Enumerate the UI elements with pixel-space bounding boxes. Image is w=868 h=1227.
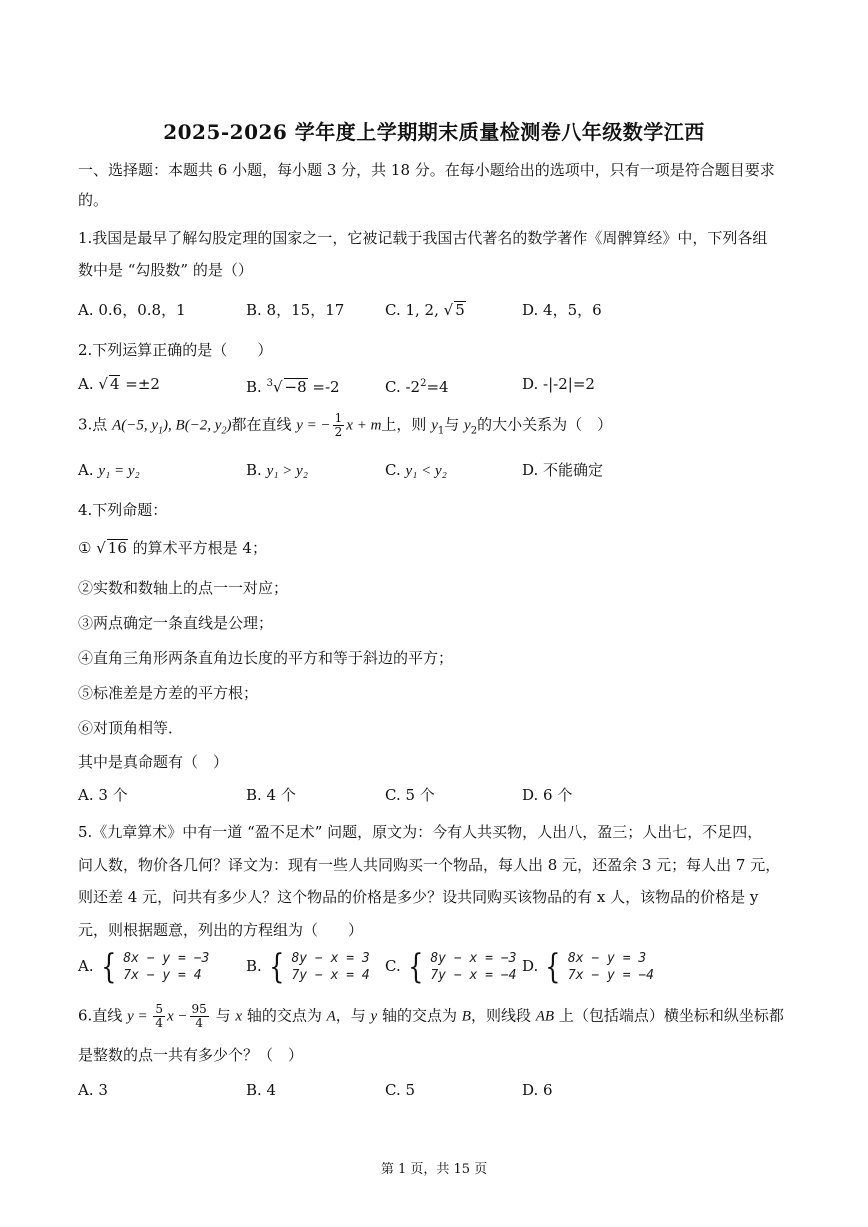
q6-stem: 6.直线 y = $\frac{5}{4}$ x − $\frac{95}{4}$ 与 x 轴的交点为 A，与 y 轴的交点为 B，则线段 AB 上（包括端点）横坐标和纵坐标都 bbox=[78, 1002, 784, 1030]
q5-option-b: B. { 8y − x = 3 7y − x = 4 bbox=[246, 947, 370, 987]
section-heading-cont: 的。 bbox=[78, 191, 109, 209]
section-heading: 一、选择题：本题共 6 小题，每小题 3 分，共 18 分。在每小题给出的选项中，只有一项是符合题目要求 bbox=[78, 161, 775, 179]
q1-option-b: B. 8，15，17 bbox=[246, 301, 345, 319]
q5-option-c: C. { 8y − x = −3 7y − x = −4 bbox=[385, 947, 517, 987]
q1-stem: 1.我国是最早了解勾股定理的国家之一，它被记载于我国古代著名的数学著作《周髀算经》中，下列各组 bbox=[78, 229, 768, 247]
q4-stem: 4.下列命题： bbox=[78, 501, 168, 519]
q2-option-b: B. $^3$√ −8 =-2 bbox=[246, 378, 340, 396]
q5-options bbox=[78, 947, 778, 990]
q5-option-d: D. { 8x − y = 3 7x − y = −4 bbox=[522, 947, 654, 987]
q1-stem-cont: 数中是 “勾股数” 的是（） bbox=[78, 261, 253, 279]
q6-option-d: D. 6 bbox=[522, 1081, 553, 1099]
q4-item-4: ④直角三角形两条直角边长度的平方和等于斜边的平方； bbox=[78, 649, 454, 667]
q1-option-c: C. 1, 2, √ 5 bbox=[385, 301, 465, 319]
q4-option-d: D. 6 个 bbox=[522, 786, 573, 804]
q5-stem-cont-1: 问人数，物价各几何？译文为：现有一些人共同购买一个物品，每人出 8 元，还盈余 3 元；每人出 7 元， bbox=[78, 856, 781, 874]
q4-item-2: ②实数和数轴上的点一一对应； bbox=[78, 579, 289, 597]
q4-question: 其中是真命题有（ ） bbox=[78, 753, 229, 771]
q3-option-d: D. 不能确定 bbox=[522, 461, 604, 479]
q6-option-b: B. 4 bbox=[246, 1081, 277, 1099]
q3-option-a: A. y₁ = y₂ bbox=[78, 461, 140, 479]
q2-option-d: D. -|-2|=2 bbox=[522, 375, 595, 393]
q4-item-1: ① √ 16 的算术平方根是 4； bbox=[78, 539, 267, 557]
page-footer: 第 1 页，共 15 页 bbox=[380, 1162, 488, 1177]
page-title: 2025-2026 学年度上学期期末质量检测卷八年级数学江西 bbox=[163, 120, 705, 144]
q4-item-6: ⑥对顶角相等． bbox=[78, 719, 184, 737]
q2-option-c: C. $-2^2=4$ bbox=[385, 378, 449, 396]
q4-option-b: B. 4 个 bbox=[246, 786, 296, 804]
q4-item-3: ③两点确定一条直线是公理； bbox=[78, 614, 274, 632]
q5-stem-cont-3: 元，则根据题意，列出的方程组为（ ） bbox=[78, 921, 364, 939]
q5-stem-cont-2: 则还差 4 元，问共有多少人？这个物品的价格是多少？设共同购买该物品的有 x 人，该物品的价格是 y bbox=[78, 888, 759, 906]
q6-stem-cont: 是整数的点一共有多少个？（ ） bbox=[78, 1046, 304, 1064]
q3-stem: 3.点 A(−5, $y_1$), B(−2, $y_2$)都在直线 y = − $\frac{1}{2}$ x + m上，则 $y_1$与 $y_2$的大小关系为（ ） bbox=[78, 411, 613, 439]
q3-option-b: B. y₁ > y₂ bbox=[246, 461, 308, 479]
q5-stem: 5.《九章算术》中有一道 “盈不足术” 问题，原文为：今有人共买物，人出八，盈三；人出七，不足四， bbox=[78, 823, 763, 841]
q5-option-a: A. { 8x − y = −3 7x − y = 4 bbox=[78, 947, 210, 987]
q2-stem: 2.下列运算正确的是（ ） bbox=[78, 341, 273, 359]
q1-option-d: D. 4，5，6 bbox=[522, 301, 602, 319]
q4-option-c: C. 5 个 bbox=[385, 786, 435, 804]
q4-item-5: ⑤标准差是方差的平方根； bbox=[78, 684, 259, 702]
q4-option-a: A. 3 个 bbox=[78, 786, 128, 804]
q1-option-a: A. 0.6，0.8，1 bbox=[78, 301, 186, 319]
q6-option-a: A. 3 bbox=[78, 1081, 108, 1099]
q2-option-a: A. √ 4 =±2 bbox=[78, 375, 160, 393]
q6-option-c: C. 5 bbox=[385, 1081, 416, 1099]
q3-option-c: C. y₁ < y₂ bbox=[385, 461, 447, 479]
